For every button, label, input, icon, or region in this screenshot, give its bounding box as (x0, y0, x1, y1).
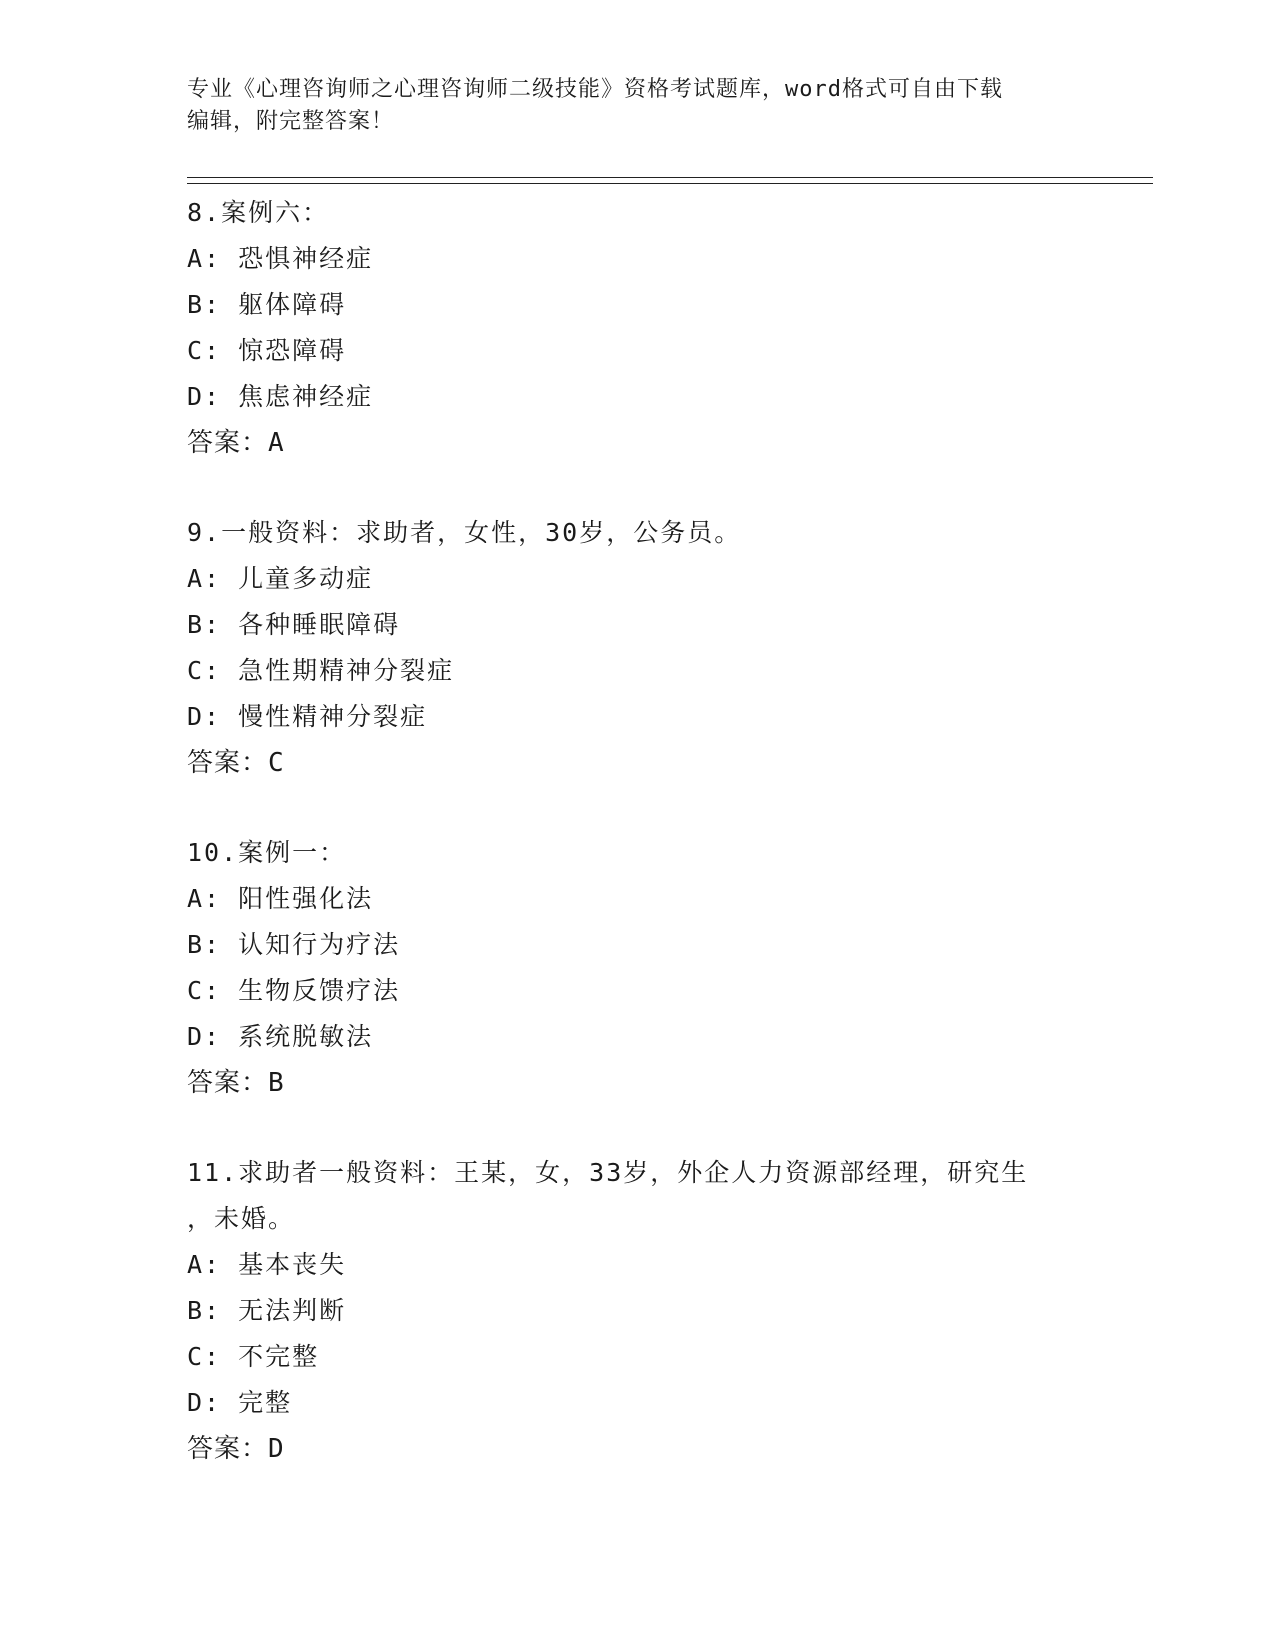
option-a: A: 阳性强化法 (187, 884, 374, 913)
question-list (187, 190, 1187, 1516)
question-title: 8.案例六： (187, 198, 330, 227)
answer-line (187, 420, 1187, 466)
option-d: D: 慢性精神分裂症 (187, 702, 428, 731)
question-title-line-1: 11.求助者一般资料：王某，女，33岁，外企人力资源部经理，研究生 (187, 1158, 1029, 1187)
option-c: C: 不完整 (187, 1342, 320, 1371)
answer-line (187, 1426, 1187, 1472)
question-10 (187, 830, 1187, 1106)
option-d: D: 系统脱敏法 (187, 1022, 374, 1051)
option-b: B: 认知行为疗法 (187, 930, 401, 959)
option-a: A: 基本丧失 (187, 1250, 347, 1279)
question-9 (187, 510, 1187, 786)
question-title-line-2: ，未婚。 (187, 1204, 296, 1233)
header-line-1: 专业《心理咨询师之心理咨询师二级技能》资格考试题库，word格式可自由下载 (187, 77, 1003, 102)
answer-label: 答案： (187, 428, 269, 458)
question-11 (187, 1150, 1187, 1472)
question-8 (187, 190, 1187, 466)
answer-value: A (268, 428, 285, 458)
option-c: C: 惊恐障碍 (187, 336, 347, 365)
option-d: D: 完整 (187, 1388, 293, 1417)
question-title: 9.一般资料：求助者，女性，30岁，公务员。 (187, 518, 742, 547)
header-divider-bottom (187, 183, 1153, 184)
option-a: A: 恐惧神经症 (187, 244, 374, 273)
answer-value: B (268, 1068, 285, 1098)
option-d: D: 焦虑神经症 (187, 382, 374, 411)
document-header (187, 74, 1087, 138)
header-divider-top (187, 177, 1153, 178)
option-a: A: 儿童多动症 (187, 564, 374, 593)
option-b: B: 无法判断 (187, 1296, 347, 1325)
answer-label: 答案： (187, 748, 269, 778)
option-c: C: 急性期精神分裂症 (187, 656, 455, 685)
answer-value: C (268, 748, 285, 778)
answer-value: D (268, 1434, 285, 1464)
answer-label: 答案： (187, 1068, 269, 1098)
option-c: C: 生物反馈疗法 (187, 976, 401, 1005)
question-title: 10.案例一： (187, 838, 347, 867)
answer-label: 答案： (187, 1434, 269, 1464)
option-b: B: 各种睡眠障碍 (187, 610, 401, 639)
header-line-2: 编辑，附完整答案！ (187, 109, 395, 134)
option-b: B: 躯体障碍 (187, 290, 347, 319)
answer-line (187, 740, 1187, 786)
answer-line (187, 1060, 1187, 1106)
